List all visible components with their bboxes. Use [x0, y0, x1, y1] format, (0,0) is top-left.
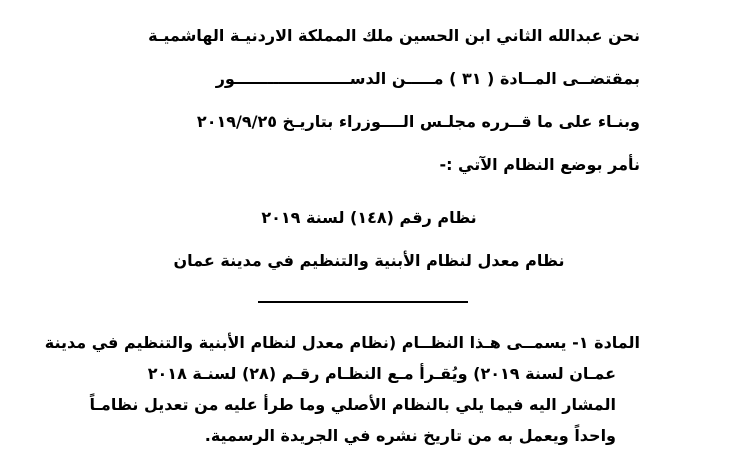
article1-line-4: واحداً ويعمل به من تاريخ نشره في الجريدة الرسمية. [204, 426, 616, 445]
article1-line-1: المادة ١- يسمــى هـذا النظــام (نظام معدل لنظام الأبنية والتنظيم في مدينة [44, 333, 640, 352]
preamble-line-cabinet: وبنـاء على ما قــرره مجلـس الــــوزراء بتاريـخ ٢٠١٩/٩/٢٥ [196, 112, 640, 131]
regulation-number: نظام رقم (١٤٨) لسنة ٢٠١٩ [261, 208, 477, 227]
regulation-title: نظام معدل لنظام الأبنية والتنظيم في مدينة عمان [173, 251, 565, 270]
preamble-line-constitution: بمقتضــى المــادة ( ٣١ ) مـــــن الدســـــــــــــــــــــور [215, 69, 640, 88]
separator-rule [258, 301, 468, 303]
preamble-line-king: نحن عبدالله الثاني ابن الحسين ملك المملكة الاردنيـة الهاشميـة [148, 26, 640, 45]
preamble-line-order: نأمر بوضع النظام الآتي :- [439, 155, 640, 174]
article1-line-2: عمـان لسنة ٢٠١٩) ويُقـرأ مـع النظـام رقـم (٢٨) لسنـة ٢٠١٨ [147, 364, 616, 383]
article1-line-3: المشار اليه فيما يلي بالنظام الأصلي وما طرأ عليه من تعديل نظامـاً [89, 395, 616, 414]
